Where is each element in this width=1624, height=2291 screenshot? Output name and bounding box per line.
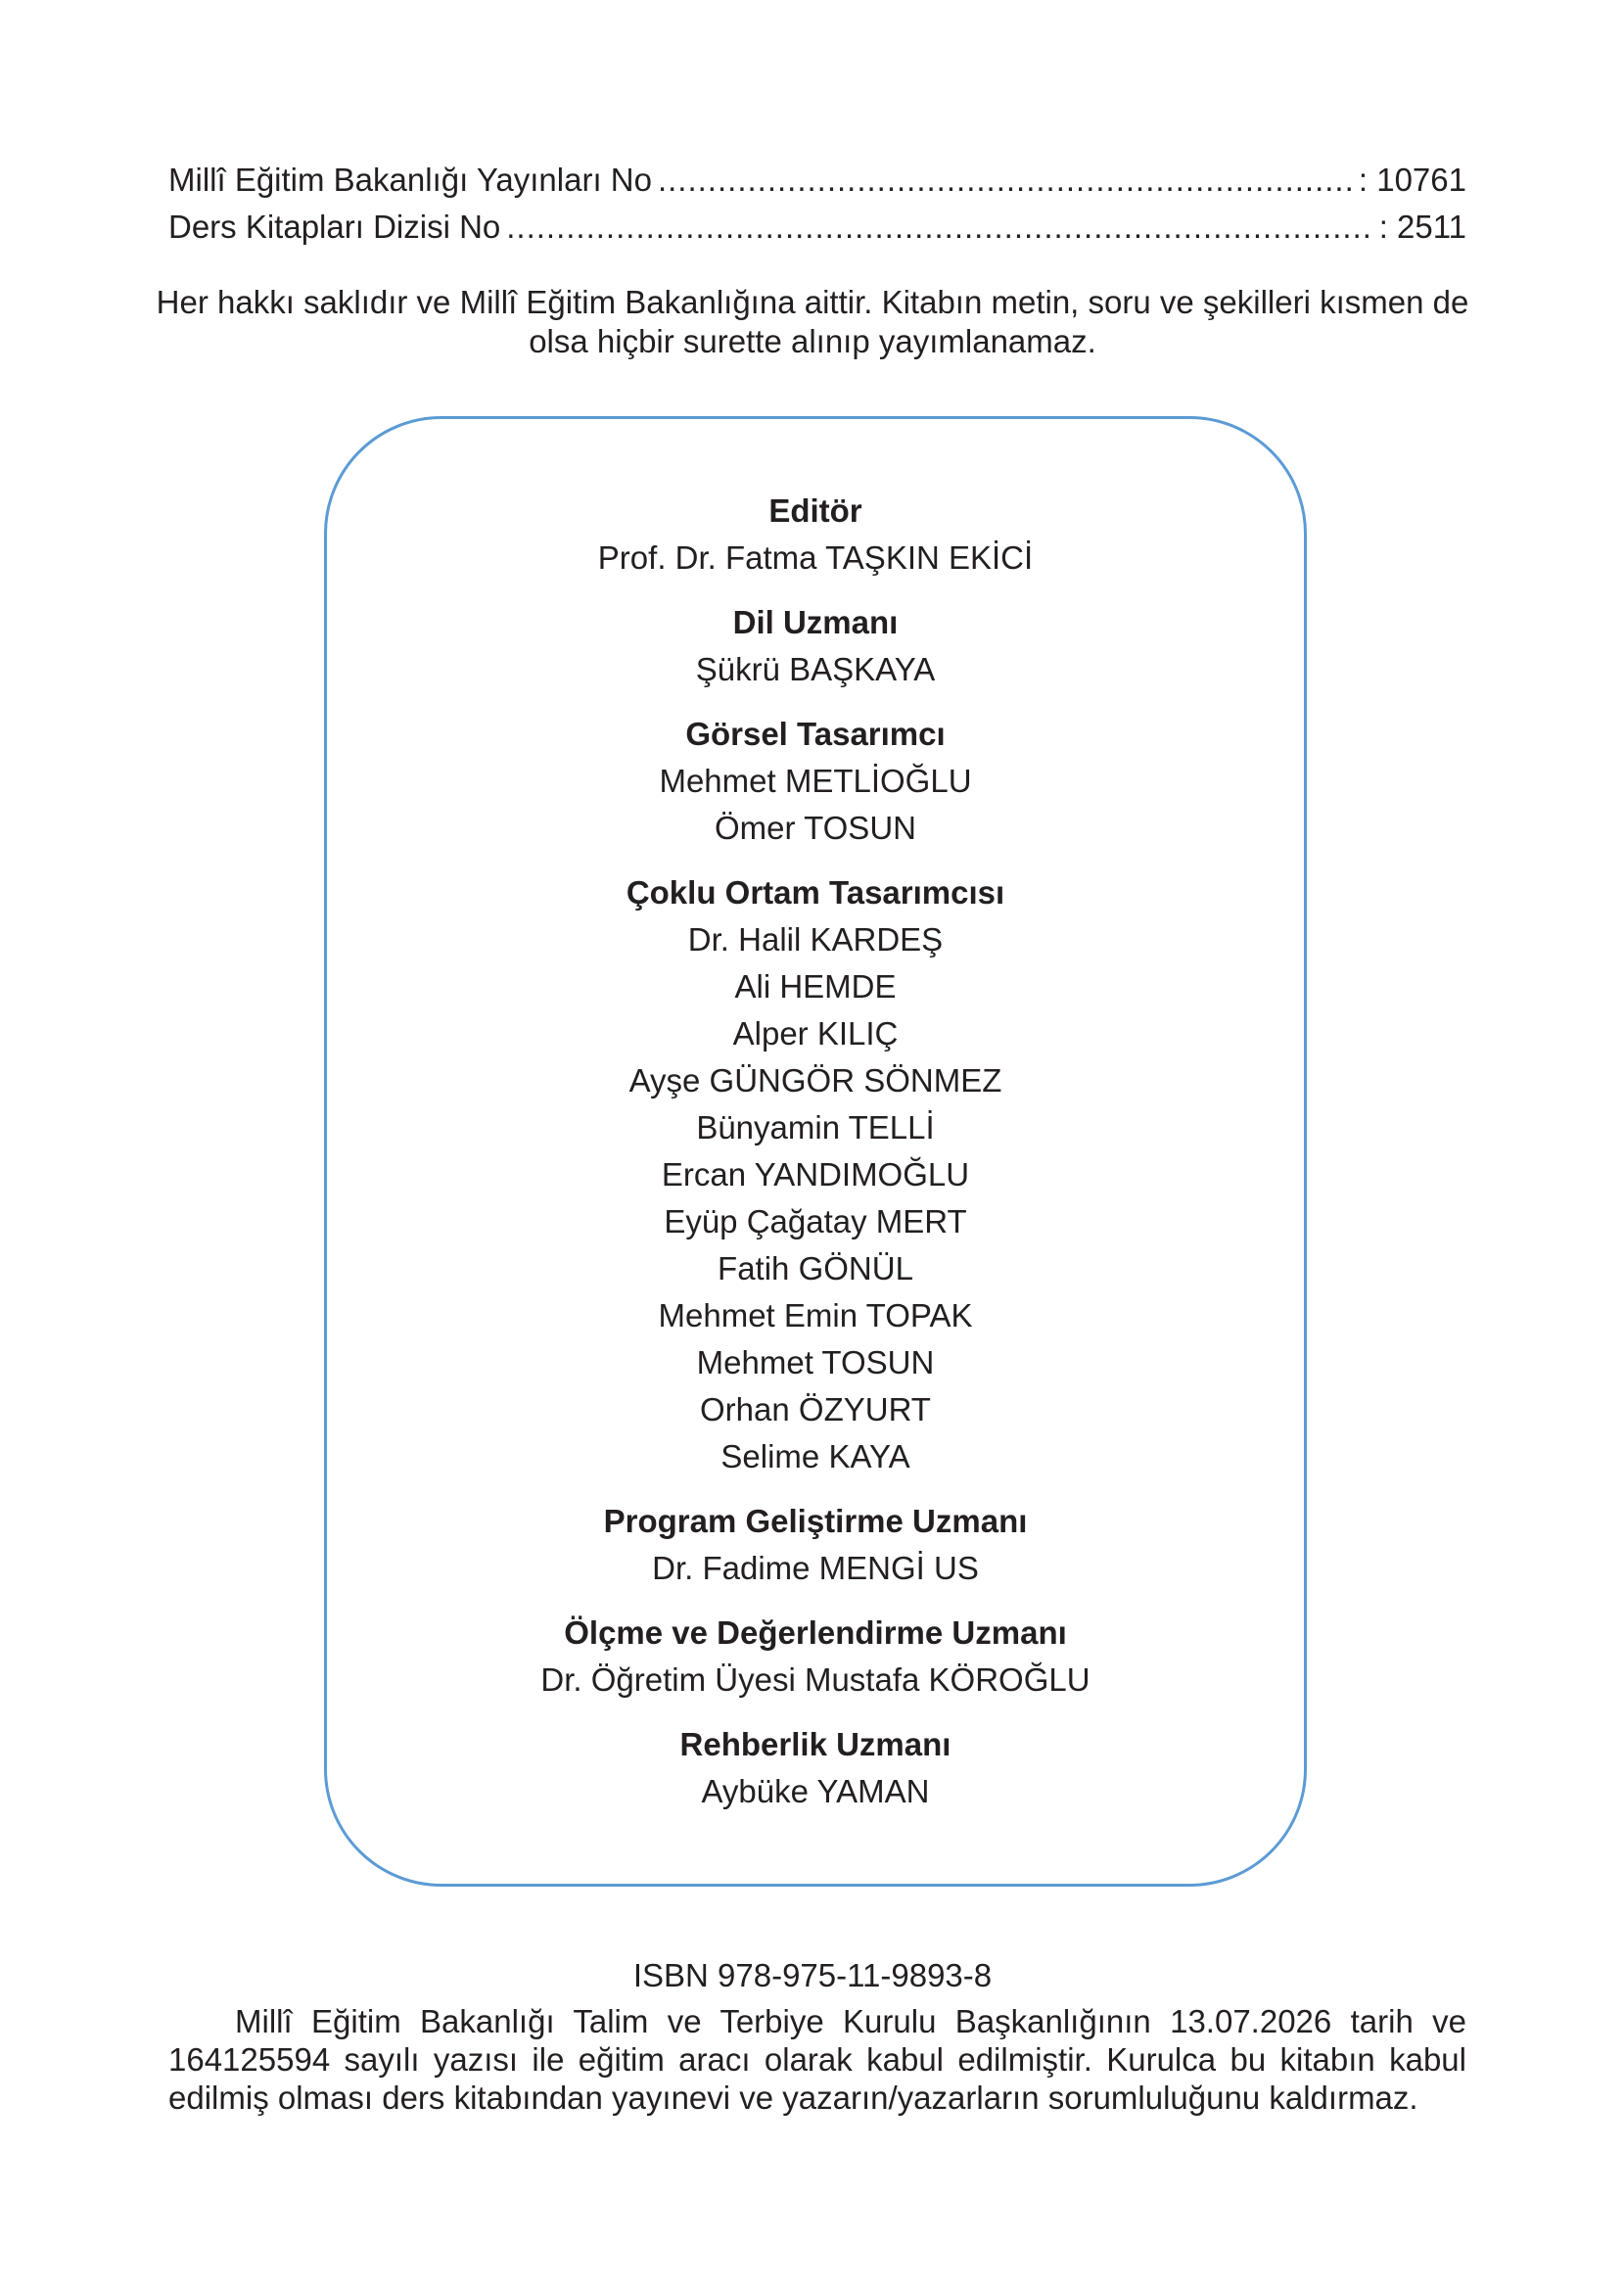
role-title: Rehberlik Uzmanı — [679, 1726, 951, 1762]
person-name: Ali HEMDE — [734, 968, 897, 1005]
approval-notice: Millî Eğitim Bakanlığı Talim ve Terbiye Kurulu Başkanlığının 13.07.2026 tarih ve 164125594 sayılı yazısı ile eğitim aracı olarak kabul edilmiştir. Kurulca bu kitabın kabul edilmiş olması ders kitabından yayınevi ve yazarın/yazarların sorumluluğunu kaldırmaz. — [168, 2003, 1466, 2116]
dot-leader — [658, 161, 1353, 200]
person-name: Prof. Dr. Fatma TAŞKIN EKİCİ — [597, 539, 1034, 576]
series-number-line — [168, 161, 1466, 200]
role-title: Görsel Tasarımcı — [685, 716, 946, 752]
staff-group — [324, 1498, 1307, 1592]
person-name: Fatih GÖNÜL — [718, 1250, 913, 1286]
person-name: Selime KAYA — [720, 1438, 910, 1474]
person-name: Ercan YANDIMOĞLU — [661, 1156, 970, 1192]
person-name: Mehmet Emin TOPAK — [658, 1297, 973, 1333]
series-number: : 10761 — [1358, 162, 1466, 198]
role-title: Dil Uzmanı — [732, 604, 899, 640]
staff-group — [324, 711, 1307, 852]
person-name: Dr. Halil KARDEŞ — [687, 921, 944, 958]
staff-group — [324, 1610, 1307, 1704]
role-title: Çoklu Ortam Tasarımcısı — [626, 874, 1005, 911]
person-name: Ayşe GÜNGÖR SÖNMEZ — [628, 1062, 1002, 1099]
person-name: Aybüke YAMAN — [701, 1773, 930, 1809]
staff-credits — [324, 488, 1307, 1833]
person-name: Dr. Fadime MENGİ US — [652, 1550, 979, 1586]
dot-leader — [506, 208, 1372, 247]
person-name: Eyüp Çağatay MERT — [664, 1203, 967, 1239]
role-title: Ölçme ve Değerlendirme Uzmanı — [564, 1614, 1067, 1651]
person-name: Mehmet TOSUN — [696, 1344, 935, 1380]
textbook-number-line — [168, 208, 1466, 247]
series-label: Millî Eğitim Bakanlığı Yayınları No — [168, 162, 652, 198]
textbook-series-label: Ders Kitapları Dizisi No — [168, 209, 501, 245]
person-name: Alper KILIÇ — [732, 1015, 899, 1052]
role-title: Editör — [768, 492, 862, 529]
person-name: Bünyamin TELLİ — [696, 1109, 935, 1146]
isbn: ISBN 978-975-11-9893-8 — [632, 1957, 993, 1993]
person-name: Dr. Öğretim Üyesi Mustafa KÖROĞLU — [540, 1661, 1090, 1698]
person-name: Orhan ÖZYURT — [700, 1391, 931, 1427]
staff-group — [324, 488, 1307, 582]
staff-group — [324, 1721, 1307, 1815]
staff-group — [324, 869, 1307, 1480]
textbook-series-number: : 2511 — [1378, 209, 1466, 245]
person-name: Ömer TOSUN — [715, 810, 916, 846]
role-title: Program Geliştirme Uzmanı — [603, 1503, 1028, 1539]
staff-group — [324, 599, 1307, 693]
rights-notice: Her hakkı saklıdır ve Millî Eğitim Bakanlığına aittir. Kitabın metin, soru ve şekilleri kısmen de olsa hiçbir surette alınıp yayımlanamaz. — [156, 284, 1469, 359]
person-name: Mehmet METLİOĞLU — [659, 763, 972, 799]
person-name: Şükrü BAŞKAYA — [695, 651, 936, 687]
